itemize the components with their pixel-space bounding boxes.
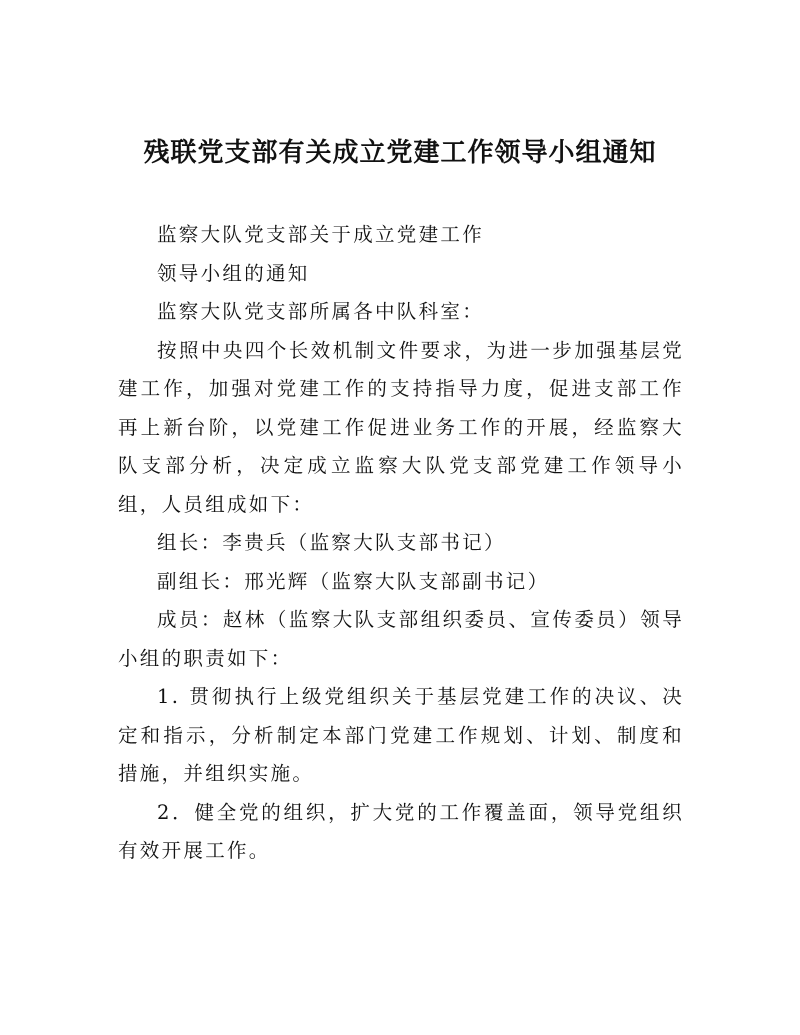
paragraph-body-intro: 按照中央四个长效机制文件要求，为进一步加强基层党建工作，加强对党建工作的支持指导力度，促进支部工作再上新台阶，以党建工作促进业务工作的开展，经监察大队支部分析，决定成立监察大队党支部党建工作领导小组，人员组成如下： (118, 338, 684, 516)
document-title: 残联党支部有关成立党建工作领导小组通知 (143, 138, 657, 168)
paragraph-addressee: 监察大队党支部所属各中队科室： (157, 300, 485, 323)
paragraph-heading-line-2: 领导小组的通知 (157, 261, 310, 285)
paragraph-duty-1: 1. 贯彻执行上级党组织关于基层党建工作的决议、决定和指示，分析制定本部门党建工作规划、计划、制度和措施，并组织实施。 (118, 685, 684, 785)
paragraph-deputy-leader: 副组长：邢光辉（监察大队支部副书记） (157, 569, 550, 593)
paragraph-heading-line-1: 监察大队党支部关于成立党建工作 (157, 223, 485, 246)
paragraph-members: 成员：赵林（监察大队支部组织委员、宣传委员）领导小组的职责如下： (118, 608, 684, 670)
document-body (118, 216, 684, 871)
paragraph-duty-2: 2．健全党的组织，扩大党的工作覆盖面，领导党组织有效开展工作。 (118, 800, 684, 862)
paragraph-team-leader: 组长：李贵兵（监察大队支部书记） (157, 531, 506, 554)
